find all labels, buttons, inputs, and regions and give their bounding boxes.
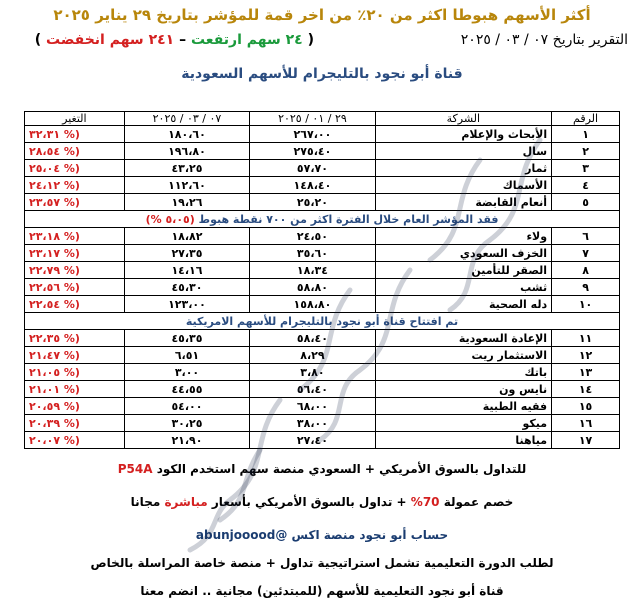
table-row <box>25 126 620 143</box>
table-row <box>25 262 620 279</box>
change-cell: (% ٢٣،٥٧ <box>25 194 125 211</box>
index-banner-row <box>25 211 620 228</box>
change-cell: (% ٢١،٤٧ <box>25 347 125 364</box>
promo-commission-a: خصم عمولة <box>443 495 514 509</box>
table-row <box>25 432 620 449</box>
promo-x-text: حساب أبو نجود منصة اكس <box>291 528 449 542</box>
table-row <box>25 398 620 415</box>
close-paren: ) <box>34 32 42 48</box>
rank-cell: ١٣ <box>552 364 620 381</box>
change-cell: (% ٢٢،٥٦ <box>25 279 125 296</box>
company-cell: الاستثمار ريت <box>375 347 551 364</box>
promo-platform-text: للتداول بالسوق الأمريكي + السعودي منصة سهم استخدم الكود <box>156 462 527 476</box>
company-cell: الصقر للتأمين <box>375 262 551 279</box>
company-cell: أنعام القابضة <box>375 194 551 211</box>
rank-cell: ٣ <box>552 160 620 177</box>
promo-course: لطلب الدورة التعليمية تشمل استراتيجية تداول + منصة خاصة المراسلة بالخاص <box>90 556 554 570</box>
change-cell: (% ٢٢،٧٩ <box>25 262 125 279</box>
rank-cell: ٤ <box>552 177 620 194</box>
down-count: ٢٤١ سهم انخفضت <box>46 32 175 48</box>
us-channel-banner: تم افتتاح قناة أبو نجود بالتليجرام للأسهم الامريكية <box>25 313 620 330</box>
rank-cell: ٧ <box>552 245 620 262</box>
up-count: ٢٤ سهم ارتفعت <box>190 32 303 48</box>
price-mar-cell: ٤٣،٢٥ <box>124 160 249 177</box>
table-header-row <box>25 112 620 126</box>
table-row <box>25 364 620 381</box>
price-mar-cell: ٤٥،٣٥ <box>124 330 249 347</box>
change-cell: (% ٢٤،١٢ <box>25 177 125 194</box>
price-mar-cell: ٣،٠٠ <box>124 364 249 381</box>
change-cell: (% ٢٠،٥٩ <box>25 398 125 415</box>
price-mar-cell: ٢١،٩٠ <box>124 432 249 449</box>
rank-cell: ١٦ <box>552 415 620 432</box>
header-rank: الرقم <box>552 112 620 126</box>
promo-commission-b: + تداول بالسوق الأمريكي بأسعار <box>211 495 407 509</box>
company-cell: ثمار <box>375 160 551 177</box>
company-cell: الأبحاث والإعلام <box>375 126 551 143</box>
price-mar-cell: ١٢٣،٠٠ <box>124 296 249 313</box>
us-channel-banner-row <box>25 313 620 330</box>
table-row <box>25 279 620 296</box>
price-jan-cell: ٢٧٥،٤٠ <box>250 143 375 160</box>
rank-cell: ٦ <box>552 228 620 245</box>
company-cell: ثشب <box>375 279 551 296</box>
report-title: أكثر الأسهم هبوطا اكثر من ٢٠٪ من اخر قمة للمؤشر بتاريخ ٢٩ يناير ٢٠٢٥ <box>53 6 591 24</box>
company-cell: ولاء <box>375 228 551 245</box>
price-mar-cell: ٤٥،٣٠ <box>124 279 249 296</box>
company-cell: ميكو <box>375 415 551 432</box>
header-price-mar: ٠٧ / ٠٣ / ٢٠٢٥ <box>124 112 249 126</box>
rank-cell: ١٥ <box>552 398 620 415</box>
change-cell: (% ٣٢،٣١ <box>25 126 125 143</box>
price-mar-cell: ١٤،١٦ <box>124 262 249 279</box>
company-cell: الإعادة السعودية <box>375 330 551 347</box>
change-cell: (% ٢١،٠٥ <box>25 364 125 381</box>
company-cell: دله الصحية <box>375 296 551 313</box>
price-jan-cell: ٢٧،٤٠ <box>250 432 375 449</box>
price-mar-cell: ١٨٠،٦٠ <box>124 126 249 143</box>
rank-cell: ٢ <box>552 143 620 160</box>
price-jan-cell: ١٨،٣٤ <box>250 262 375 279</box>
promo-x-handle[interactable]: @abunjooood <box>195 528 288 542</box>
rank-cell: ٩ <box>552 279 620 296</box>
table-row <box>25 228 620 245</box>
price-jan-cell: ٥٨،٨٠ <box>250 279 375 296</box>
price-jan-cell: ٦٨،٠٠ <box>250 398 375 415</box>
price-jan-cell: ٣٨،٠٠ <box>250 415 375 432</box>
company-cell: مياهنا <box>375 432 551 449</box>
price-jan-cell: ٥٧،٧٠ <box>250 160 375 177</box>
price-mar-cell: ١٩،٢٦ <box>124 194 249 211</box>
price-mar-cell: ٤٤،٥٥ <box>124 381 249 398</box>
price-mar-cell: ٥٤،٠٠ <box>124 398 249 415</box>
rank-cell: ٥ <box>552 194 620 211</box>
table-row <box>25 330 620 347</box>
stocks-table <box>24 111 620 449</box>
price-mar-cell: ٣٠،٢٥ <box>124 415 249 432</box>
report-info-row <box>0 32 644 56</box>
promo-free-channel: قناة أبو نجود التعليمية للأسهم (للمبتدئين) مجانية .. انضم معنا <box>140 584 504 598</box>
channel-title: قناة أبو نجود بالتليجرام للأسهم السعودية <box>181 66 463 82</box>
price-mar-cell: ١٨،٨٢ <box>124 228 249 245</box>
change-cell: (% ٢٢،٣٥ <box>25 330 125 347</box>
change-cell: (% ٢١،٠١ <box>25 381 125 398</box>
index-banner <box>25 211 620 228</box>
price-mar-cell: ٦،٥١ <box>124 347 249 364</box>
price-jan-cell: ٥٦،٤٠ <box>250 381 375 398</box>
promo-commission-c: مجانا <box>130 495 161 509</box>
header-price-jan: ٢٩ / ٠١ / ٢٠٢٥ <box>250 112 375 126</box>
rank-cell: ١٢ <box>552 347 620 364</box>
change-cell: (% ٢٠،٣٩ <box>25 415 125 432</box>
promo-commission-pct: 70% <box>410 495 440 509</box>
table-row <box>25 194 620 211</box>
table-row <box>25 143 620 160</box>
rank-cell: ١ <box>552 126 620 143</box>
table-row <box>25 296 620 313</box>
price-jan-cell: ٨،٢٩ <box>250 347 375 364</box>
rank-cell: ١١ <box>552 330 620 347</box>
company-cell: نايس ون <box>375 381 551 398</box>
rank-cell: ١٤ <box>552 381 620 398</box>
rank-cell: ٨ <box>552 262 620 279</box>
table-row <box>25 245 620 262</box>
rank-cell: ١٠ <box>552 296 620 313</box>
company-cell: سال <box>375 143 551 160</box>
report-date: التقرير بتاريخ ٠٧ / ٠٣ / ٢٠٢٥ <box>460 32 628 48</box>
price-mar-cell: ٢٧،٣٥ <box>124 245 249 262</box>
open-paren: ( <box>307 32 314 48</box>
promo-commission <box>0 495 644 509</box>
price-jan-cell: ١٥٨،٨٠ <box>250 296 375 313</box>
table-row <box>25 160 620 177</box>
price-jan-cell: ٣٥،٦٠ <box>250 245 375 262</box>
index-banner-text: فقد المؤشر العام خلال الفترة اكثر من ٧٠٠ نقطة هبوط <box>198 212 499 226</box>
change-cell: (% ٢٣،١٧ <box>25 245 125 262</box>
index-banner-pct: (٥،٠٥ %) <box>145 212 195 226</box>
price-jan-cell: ٢٥،٢٠ <box>250 194 375 211</box>
rank-cell: ١٧ <box>552 432 620 449</box>
company-cell: فقيه الطبية <box>375 398 551 415</box>
separator: – <box>179 32 187 48</box>
header-company: الشركة <box>375 112 551 126</box>
market-breadth <box>35 32 314 48</box>
change-cell: (% ٢٢،٥٤ <box>25 296 125 313</box>
promo-commission-accent: مباشرة <box>164 495 208 509</box>
price-jan-cell: ٢٤،٥٠ <box>250 228 375 245</box>
change-cell: (% ٢٨،٥٤ <box>25 143 125 160</box>
table-row <box>25 381 620 398</box>
price-mar-cell: ١١٢،٦٠ <box>124 177 249 194</box>
change-cell: (% ٢٥،٠٤ <box>25 160 125 177</box>
price-jan-cell: ٣،٨٠ <box>250 364 375 381</box>
price-jan-cell: ٥٨،٤٠ <box>250 330 375 347</box>
company-cell: الأسماك <box>375 177 551 194</box>
promo-code: P54A <box>117 462 153 476</box>
table-row <box>25 177 620 194</box>
company-cell: الخزف السعودي <box>375 245 551 262</box>
price-mar-cell: ١٩٦،٨٠ <box>124 143 249 160</box>
table-row <box>25 347 620 364</box>
price-jan-cell: ٢٦٧،٠٠ <box>250 126 375 143</box>
change-cell: (% ٢٣،١٨ <box>25 228 125 245</box>
promo-x-account <box>0 528 644 542</box>
promo-trading-platform <box>0 462 644 476</box>
company-cell: باتك <box>375 364 551 381</box>
header-change: التغير <box>25 112 125 126</box>
change-cell: (% ٢٠،٠٧ <box>25 432 125 449</box>
table-row <box>25 415 620 432</box>
price-jan-cell: ١٤٨،٤٠ <box>250 177 375 194</box>
